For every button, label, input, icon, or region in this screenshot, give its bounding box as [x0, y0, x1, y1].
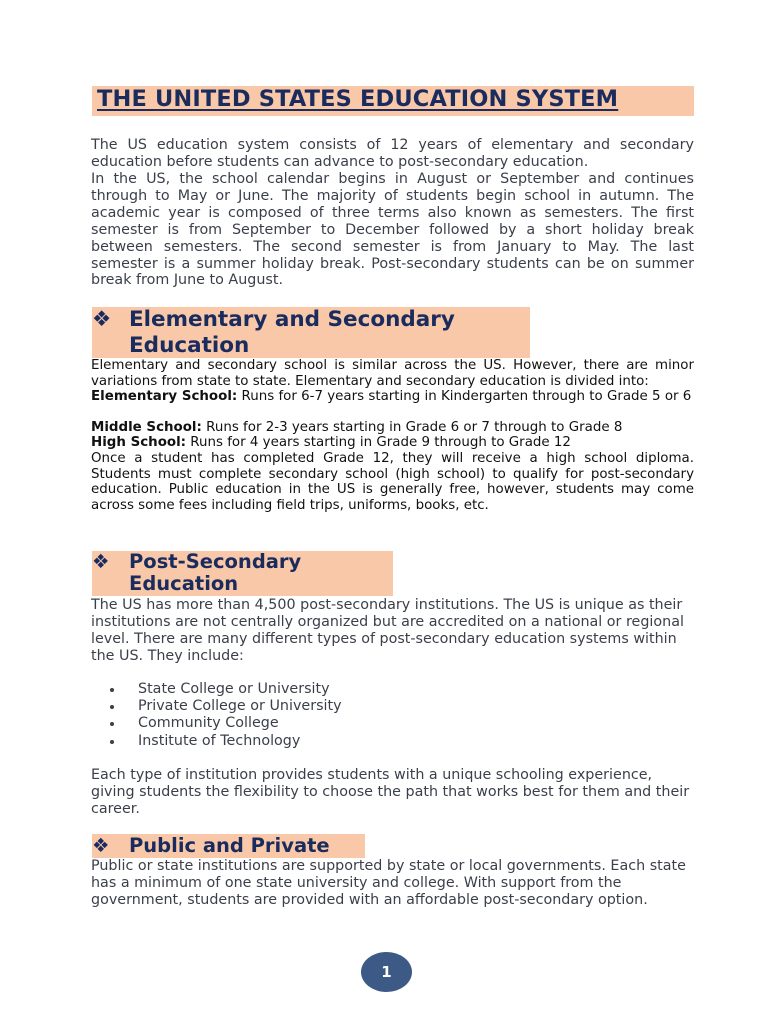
list-item [110, 681, 342, 698]
section-heading-line: Elementary and Secondary [129, 307, 455, 332]
intro-paragraph-1: The US education system consists of 12 years of elementary and secondary education before students can advance to post-secondary education. [91, 137, 694, 170]
section-heading-line: Education [129, 333, 250, 358]
section-heading-line: Public and Private [129, 834, 330, 857]
diamond-bullet-icon: ❖ [92, 834, 110, 857]
elementary-closing: Once a student has completed Grade 12, they will receive a high school diploma. Students must complete secondary school (high school) to qualify for post-secondary education. Public education in the US is generally free, however, students may come across some fees including field trips, uniforms, books, etc. [91, 451, 694, 513]
level-high [91, 435, 694, 451]
list-item-text: Community College [138, 715, 279, 732]
list-item-text: Private College or University [138, 698, 342, 715]
diamond-bullet-icon: ❖ [92, 550, 110, 573]
level-label: Middle School: [91, 420, 202, 435]
section-heading-line: Post-Secondary [129, 550, 302, 573]
list-item [110, 715, 342, 732]
list-item-text: State College or University [138, 681, 330, 697]
elementary-intro: Elementary and secondary school is similar across the US. However, there are minor variations from state to state. Elementary and secondary education is divided into: [91, 358, 694, 389]
bullet-dot-icon [110, 722, 114, 726]
page-number-badge: 1 [361, 952, 412, 992]
section-heading-line: Education [129, 572, 239, 595]
list-item [110, 698, 342, 715]
bullet-dot-icon [110, 705, 114, 709]
public-private-text: Public or state institutions are supported by state or local governments. Each state has a minimum of one state university and college. With support from the government, students are provided with an affordable post-secondary option. [91, 858, 686, 908]
page-title: THE UNITED STATES EDUCATION SYSTEM [97, 86, 619, 112]
bullet-dot-icon [110, 740, 114, 744]
level-elementary [91, 389, 694, 405]
level-text: Runs for 2-3 years starting in Grade 6 or 7 through to Grade 8 [201, 420, 623, 435]
diamond-bullet-icon: ❖ [92, 307, 112, 332]
level-label: Elementary School: [91, 389, 238, 404]
level-text: Runs for 6-7 years starting in Kindergarten through to Grade 5 or 6 [237, 389, 692, 404]
level-label: High School: [91, 435, 187, 450]
post-secondary-closing: Each type of institution provides students with a unique schooling experience, giving students the flexibility to choose the path that works best for them and their career. [91, 767, 690, 817]
list-item-text: Institute of Technology [138, 732, 301, 749]
intro-paragraph-2: In the US, the school calendar begins in August or September and continues through to May or June. The majority of students begin school in autumn. The academic year is composed of three terms also known as semesters. The first semester is from September to December followed by a short holiday break between semesters. The second semester is from January to May. The last semester is a summer holiday break. Post-secondary students can be on summer break from June to August. [91, 171, 694, 289]
level-middle [91, 420, 694, 436]
post-secondary-intro: The US has more than 4,500 post-secondary institutions. The US is unique as their institutions are not centrally organized but are accredited on a national or regional level. There are many different types of post-secondary education systems within the US. They include: [91, 597, 684, 664]
level-text: Runs for 4 years starting in Grade 9 through to Grade 12 [186, 435, 571, 450]
list-item [110, 733, 342, 750]
institution-list [110, 681, 342, 750]
bullet-dot-icon [110, 688, 114, 692]
